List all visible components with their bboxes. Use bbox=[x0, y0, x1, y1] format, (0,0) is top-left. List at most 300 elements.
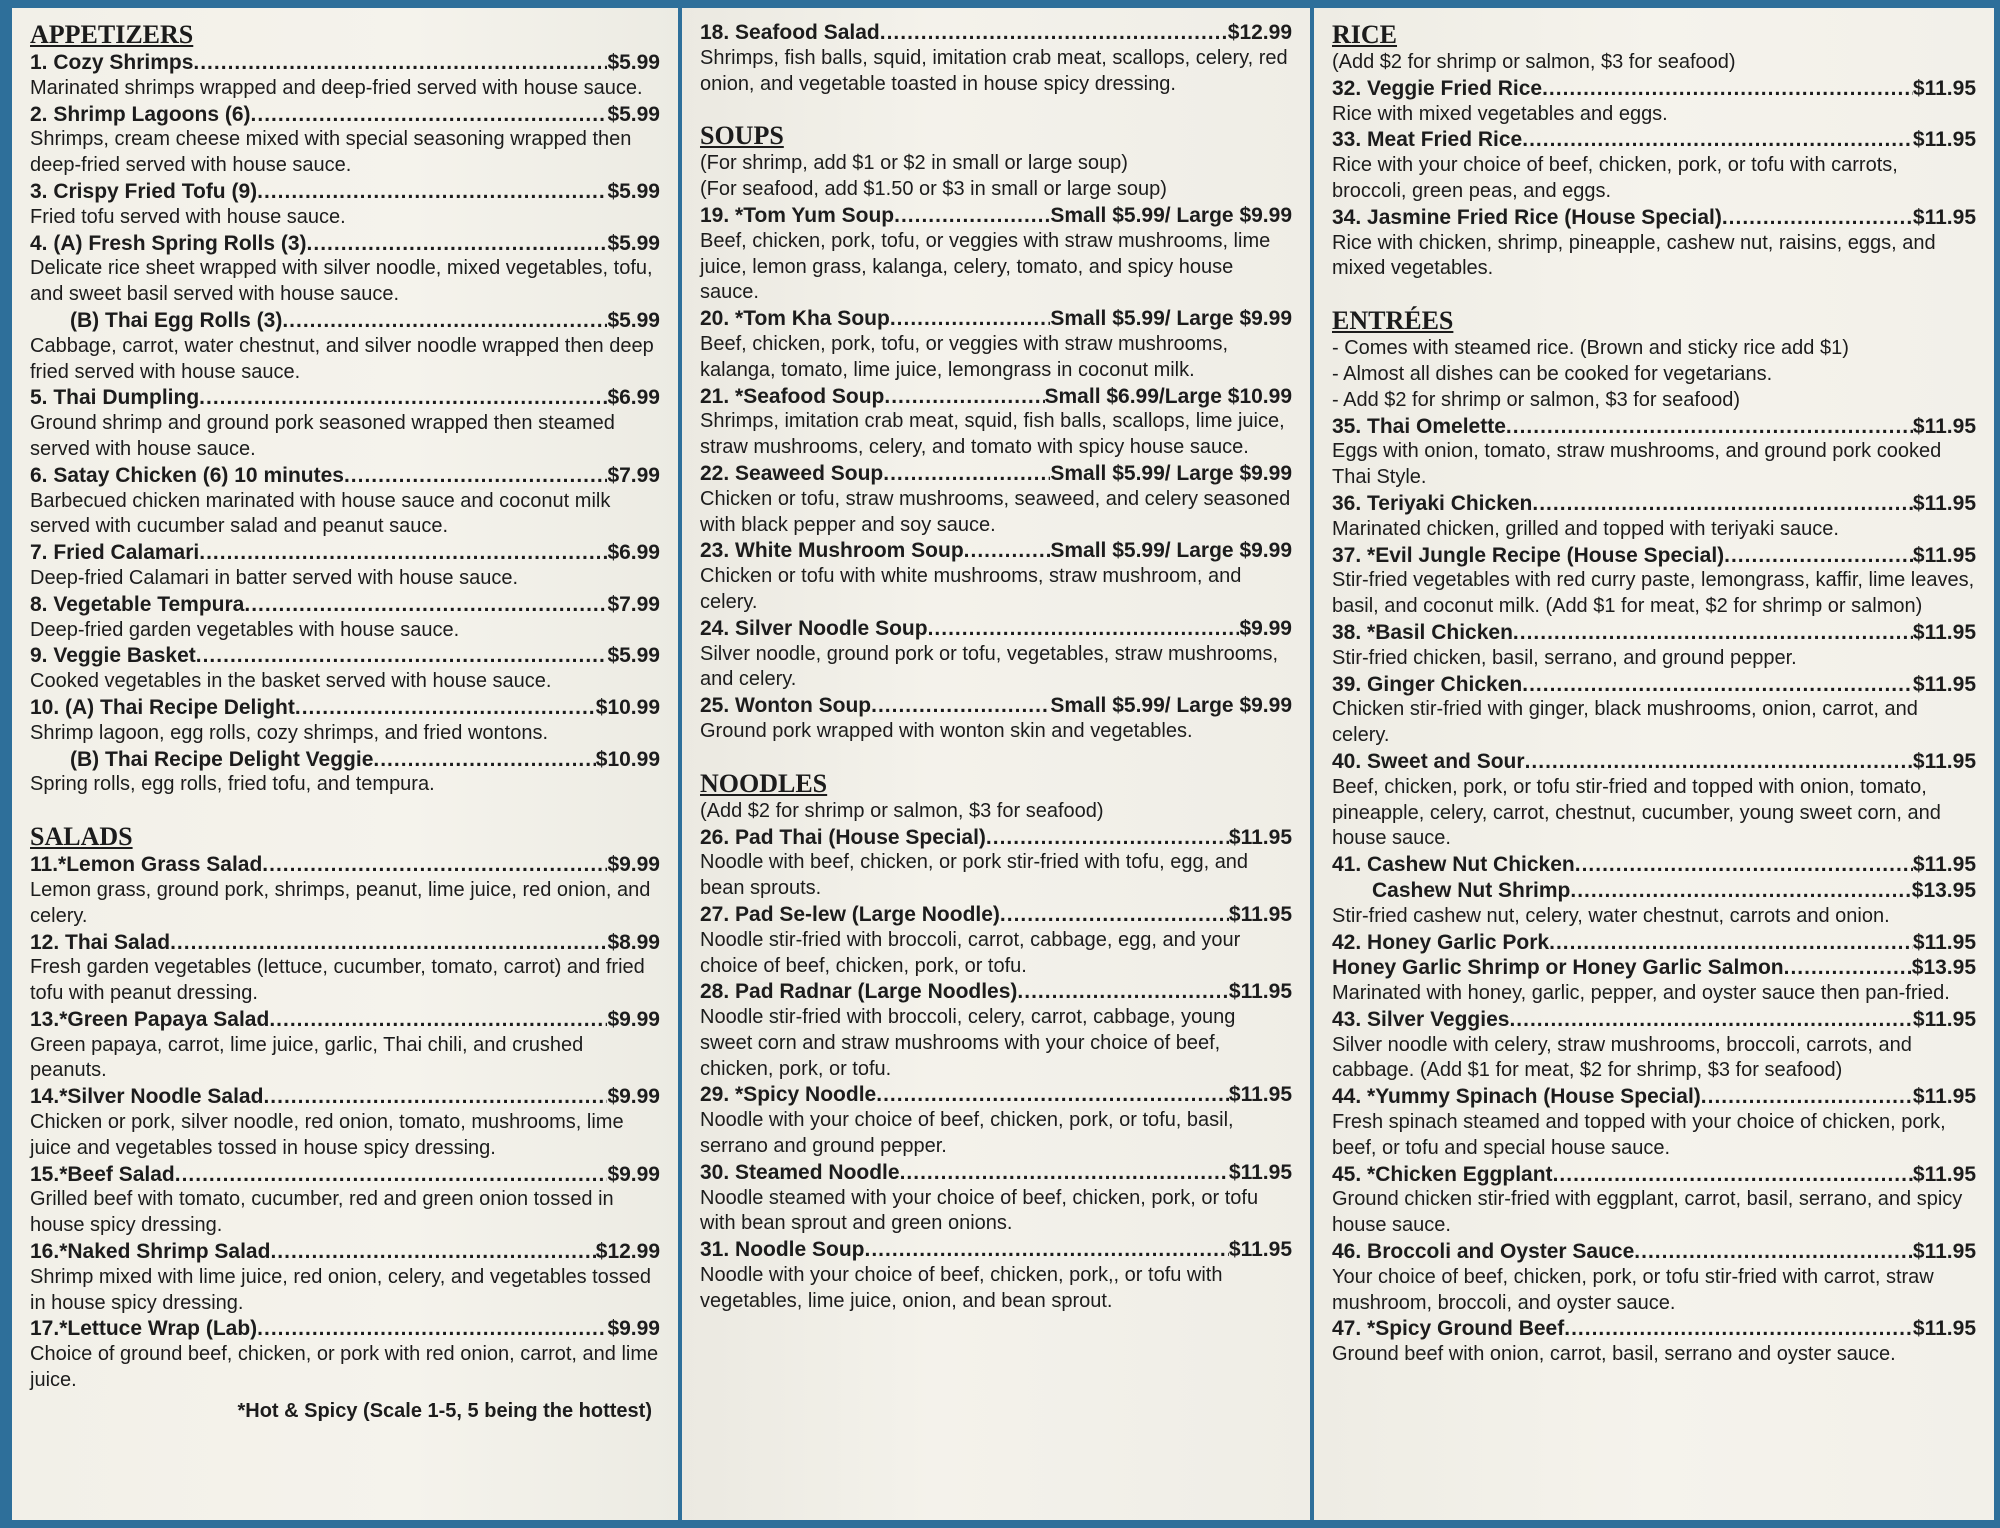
menu-item-price: $5.99 bbox=[607, 231, 660, 255]
menu-section-rice bbox=[1332, 20, 1976, 282]
menu-item-header bbox=[1332, 414, 1976, 440]
menu-item bbox=[700, 616, 1292, 693]
menu-item-description: Beef, chicken, pork, tofu, or veggies with straw mushrooms, kalanga, tomato, lime juice, lemongrass in coconut milk. bbox=[700, 332, 1228, 381]
menu-item-name: 16.*Naked Shrimp Salad bbox=[30, 1240, 271, 1264]
menu-item-header bbox=[1332, 1316, 1976, 1342]
menu-item-name: 29. *Spicy Noodle bbox=[700, 1083, 877, 1107]
menu-item bbox=[700, 693, 1292, 745]
menu-item-name: 40. Sweet and Sour bbox=[1332, 749, 1525, 773]
menu-item-name: 24. Silver Noodle Soup bbox=[700, 616, 928, 640]
menu-item bbox=[30, 179, 660, 231]
menu-item-description: Noodle stir-fried with broccoli, carrot, cabbage, egg, and your choice of beef, chicken, pork, or tofu. bbox=[700, 928, 1241, 977]
menu-item-price: $6.99 bbox=[607, 541, 660, 565]
menu-section-continued bbox=[700, 20, 1292, 97]
menu-item-description: Noodle with your choice of beef, chicken, pork,, or tofu with vegetables, lime juice, onion, and bean sprout. bbox=[700, 1264, 1223, 1312]
dot-leader bbox=[1506, 414, 1913, 440]
dot-leader bbox=[1784, 955, 1912, 981]
dot-leader bbox=[880, 20, 1228, 46]
menu-item-header bbox=[30, 308, 660, 334]
menu-item-description: Chicken or tofu with white mushrooms, straw mushroom, and celery. bbox=[700, 565, 1242, 613]
menu-item-description: Spring rolls, egg rolls, fried tofu, and tempura. bbox=[30, 773, 435, 796]
menu-item-name: 14.*Silver Noodle Salad bbox=[30, 1085, 264, 1109]
menu-item bbox=[30, 1316, 660, 1393]
menu-item-name: 34. Jasmine Fried Rice (House Special) bbox=[1332, 205, 1722, 229]
menu-item-name: 41. Cashew Nut Chicken bbox=[1332, 853, 1575, 877]
menu-item-header bbox=[700, 979, 1292, 1005]
menu-item-description: Stir-fried cashew nut, celery, water chestnut, carrots and onion. bbox=[1332, 904, 1890, 927]
menu-item-description: Ground beef with onion, carrot, basil, serrano and oyster sauce. bbox=[1332, 1343, 1896, 1366]
dot-leader bbox=[1724, 543, 1913, 569]
menu-item-description: Rice with chicken, shrimp, pineapple, cashew nut, raisins, eggs, and mixed vegetables. bbox=[1332, 231, 1936, 280]
menu-item-description: Stir-fried chicken, basil, serrano, and ground pepper. bbox=[1332, 646, 1797, 669]
menu-item-name: 27. Pad Se-lew (Large Noodle) bbox=[700, 902, 1000, 926]
menu-item-name: 5. Thai Dumpling bbox=[30, 386, 200, 410]
section-spacer bbox=[1332, 282, 1976, 306]
menu-item bbox=[30, 463, 660, 540]
dot-leader bbox=[269, 1007, 607, 1033]
menu-item-header bbox=[1332, 205, 1976, 231]
menu-item-price: $5.99 bbox=[607, 51, 660, 74]
menu-item bbox=[30, 592, 660, 644]
menu-item-name: 6. Satay Chicken (6) 10 minutes bbox=[30, 463, 344, 487]
section-title: NOODLES bbox=[700, 768, 828, 798]
menu-item bbox=[30, 643, 660, 695]
dot-leader bbox=[1509, 1007, 1912, 1033]
menu-item-description: Rice with mixed vegetables and eggs. bbox=[1332, 102, 1668, 125]
section-note: (Add $2 for shrimp or salmon, $3 for seafood) bbox=[1332, 51, 1736, 73]
menu-item-header bbox=[1332, 852, 1976, 878]
menu-item bbox=[700, 384, 1292, 461]
menu-item-price: $11.95 bbox=[1912, 853, 1976, 877]
section-title: SALADS bbox=[30, 822, 133, 852]
dot-leader bbox=[1532, 491, 1913, 517]
menu-item-description: Green papaya, carrot, lime juice, garlic, Thai chili, and crushed peanuts. bbox=[30, 1033, 584, 1082]
dot-leader bbox=[282, 308, 607, 334]
menu-item-name: 12. Thai Salad bbox=[30, 930, 171, 954]
menu-column-left bbox=[12, 8, 678, 1520]
menu-item-name: 42. Honey Garlic Pork bbox=[1332, 930, 1550, 954]
dot-leader bbox=[199, 540, 607, 566]
menu-item bbox=[1332, 76, 1976, 128]
menu-item-name: 31. Noodle Soup bbox=[700, 1238, 865, 1262]
dot-leader bbox=[890, 306, 1051, 332]
menu-item-header bbox=[700, 825, 1292, 851]
menu-item-price: $8.99 bbox=[607, 930, 660, 954]
menu-item bbox=[700, 1082, 1292, 1159]
menu-item-header bbox=[700, 902, 1292, 928]
menu-item-price: $11.95 bbox=[1912, 76, 1976, 100]
menu-item-description: Fresh garden vegetables (lettuce, cucumber, tomato, carrot) and fried tofu with peanut dressing. bbox=[30, 956, 645, 1005]
section-spacer bbox=[700, 97, 1292, 121]
menu-item-price: $9.99 bbox=[607, 1007, 660, 1031]
menu-item-header bbox=[30, 1162, 660, 1188]
dot-leader bbox=[964, 538, 1051, 564]
menu-item-price: $11.95 bbox=[1228, 1083, 1292, 1107]
menu-column-middle bbox=[682, 8, 1310, 1520]
menu-item-price: $11.95 bbox=[1228, 1160, 1292, 1184]
menu-item-name: 20. *Tom Kha Soup bbox=[700, 307, 890, 331]
dot-leader bbox=[1017, 979, 1229, 1005]
menu-item bbox=[700, 825, 1292, 902]
menu-item-name: 11.*Lemon Grass Salad bbox=[30, 853, 263, 877]
dot-leader bbox=[928, 616, 1240, 642]
menu-item-description: Shrimps, cream cheese mixed with special seasoning wrapped then deep-fried served with house sauce. bbox=[30, 128, 632, 177]
menu-item-description: Chicken or tofu, straw mushrooms, seaweed, and celery seasoned with black pepper and soy sauce. bbox=[700, 487, 1291, 536]
menu-item-price: $11.95 bbox=[1912, 491, 1976, 515]
menu-item-name: 21. *Seafood Soup bbox=[700, 384, 885, 408]
menu-item-header bbox=[30, 852, 660, 878]
menu-item bbox=[1332, 852, 1976, 878]
menu-item bbox=[30, 308, 660, 385]
section-note: (Add $2 for shrimp or salmon, $3 for seafood) bbox=[700, 799, 1104, 822]
menu-item-description: Noodle steamed with your choice of beef, chicken, pork, or tofu with bean sprout and green onions. bbox=[700, 1186, 1259, 1235]
dot-leader bbox=[865, 1237, 1229, 1263]
menu-item-header bbox=[700, 616, 1292, 642]
menu-item-header bbox=[700, 203, 1292, 229]
menu-item-header bbox=[1332, 1007, 1976, 1033]
menu-item-description: Beef, chicken, pork, or tofu stir-fried and topped with onion, tomato, pineapple, celery, carrot, chestnut, cucumber, young sweet corn, and house sauce. bbox=[1332, 775, 1941, 850]
menu-item-description: Ground chicken stir-fried with eggplant, carrot, basil, serrano, and spicy house sauce. bbox=[1332, 1188, 1963, 1237]
menu-item-name: 46. Broccoli and Oyster Sauce bbox=[1332, 1240, 1635, 1264]
menu-item bbox=[30, 540, 660, 592]
menu-item-price: $10.99 bbox=[595, 695, 660, 719]
section-note: - Add $2 for shrimp or salmon, $3 for seafood) bbox=[1332, 388, 1740, 411]
menu-item bbox=[1332, 127, 1976, 204]
menu-item-name: 7. Fried Calamari bbox=[30, 541, 200, 565]
menu-item-description: Chicken or pork, silver noodle, red onion, tomato, mushrooms, lime juice and vegetables tossed in house spicy dressing. bbox=[30, 1111, 624, 1159]
menu-item-price: $11.95 bbox=[1912, 930, 1976, 954]
menu-item-name: (B) Thai Egg Rolls (3) bbox=[70, 308, 283, 332]
dot-leader bbox=[1701, 1084, 1913, 1110]
dot-leader bbox=[1522, 127, 1913, 153]
menu-item-header bbox=[1332, 76, 1976, 102]
menu-item-name: Honey Garlic Shrimp or Honey Garlic Salmon bbox=[1332, 956, 1784, 980]
menu-item bbox=[30, 1162, 660, 1239]
menu-item-header bbox=[700, 20, 1292, 46]
menu-item-price: $11.95 bbox=[1912, 1317, 1976, 1341]
menu-item bbox=[700, 902, 1292, 979]
dot-leader bbox=[199, 385, 607, 411]
menu-item-price: $11.95 bbox=[1912, 1162, 1976, 1186]
menu-item-header bbox=[1332, 491, 1976, 517]
dot-leader bbox=[307, 231, 608, 257]
menu-item-header bbox=[30, 1239, 660, 1265]
dot-leader bbox=[175, 1162, 608, 1188]
menu-item bbox=[1332, 930, 1976, 956]
menu-item-description: Marinated shrimps wrapped and deep-fried served with house sauce. bbox=[30, 76, 643, 99]
section-title: APPETIZERS bbox=[30, 20, 194, 49]
menu-item-name: 9. Veggie Basket bbox=[30, 644, 196, 668]
menu-item-price: $5.99 bbox=[607, 644, 660, 668]
dot-leader bbox=[876, 1082, 1229, 1108]
section-title: ENTRÉES bbox=[1332, 306, 1454, 336]
menu-item-name: 38. *Basil Chicken bbox=[1332, 620, 1513, 644]
menu-item-header bbox=[1332, 749, 1976, 775]
menu-item-price: Small $5.99/ Large $9.99 bbox=[1050, 307, 1292, 331]
dot-leader bbox=[262, 852, 607, 878]
menu-item-price: $11.95 bbox=[1228, 980, 1292, 1004]
menu-item-name: 25. Wonton Soup bbox=[700, 694, 872, 718]
menu-item bbox=[1332, 1007, 1976, 1084]
menu-item-name: 18. Seafood Salad bbox=[700, 21, 880, 44]
menu-item-name: 44. *Yummy Spinach (House Special) bbox=[1332, 1085, 1701, 1109]
menu-item-price: $11.95 bbox=[1912, 1007, 1976, 1031]
menu-item-header bbox=[30, 643, 660, 669]
menu-item-header bbox=[700, 1160, 1292, 1186]
dot-leader bbox=[170, 930, 607, 956]
dot-leader bbox=[373, 747, 595, 773]
dot-leader bbox=[244, 592, 607, 618]
menu-item-description: Barbecued chicken marinated with house sauce and coconut milk served with cucumber salad and peanut sauce. bbox=[30, 489, 611, 538]
menu-item-header bbox=[700, 1237, 1292, 1263]
menu-item-price: $11.95 bbox=[1912, 1240, 1976, 1264]
menu-item bbox=[30, 385, 660, 462]
menu-item-header bbox=[700, 538, 1292, 564]
menu-item-price: $11.95 bbox=[1912, 672, 1976, 696]
menu-item bbox=[30, 1007, 660, 1084]
section-note: (For seafood, add $1.50 or $3 in small or large soup) bbox=[700, 178, 1167, 201]
dot-leader bbox=[193, 50, 607, 76]
menu-item-price: $6.99 bbox=[607, 386, 660, 410]
menu-item-price: $11.95 bbox=[1912, 620, 1976, 644]
menu-item-name: 3. Crispy Fried Tofu (9) bbox=[30, 179, 258, 203]
menu-item-name: 1. Cozy Shrimps bbox=[30, 51, 194, 74]
menu-item-name: Cashew Nut Shrimp bbox=[1372, 878, 1571, 902]
menu-item bbox=[30, 231, 660, 308]
menu-item-price: $5.99 bbox=[607, 308, 660, 332]
menu-item-header bbox=[30, 1084, 660, 1110]
menu-item-description: Your choice of beef, chicken, pork, or tofu stir-fried with carrot, straw mushroom, broccoli, and oyster sauce. bbox=[1332, 1265, 1934, 1314]
menu-item-header bbox=[700, 1082, 1292, 1108]
menu-item-description: Lemon grass, ground pork, shrimps, peanut, lime juice, red onion, and celery. bbox=[30, 878, 651, 927]
menu-item-name: 33. Meat Fried Rice bbox=[1332, 128, 1523, 152]
menu-item-description: Shrimps, fish balls, squid, imitation crab meat, scallops, celery, red onion, and vegetable toasted in house spicy dressing. bbox=[700, 46, 1288, 95]
menu-item-description: Marinated with honey, garlic, pepper, and oyster sauce then pan-fried. bbox=[1332, 982, 1950, 1005]
dot-leader bbox=[986, 825, 1229, 851]
menu-item bbox=[700, 538, 1292, 615]
dot-leader bbox=[257, 179, 607, 205]
menu-item-description: Silver noodle with celery, straw mushrooms, broccoli, carrots, and cabbage. (Add $1 for meat, $2 for shrimp, $3 for seafood) bbox=[1332, 1033, 1912, 1082]
menu-item-name: 47. *Spicy Ground Beef bbox=[1332, 1317, 1565, 1341]
section-note: - Comes with steamed rice. (Brown and sticky rice add $1) bbox=[1332, 337, 1849, 360]
dot-leader bbox=[1000, 902, 1229, 928]
menu-item-price: $5.99 bbox=[607, 179, 660, 203]
menu-item bbox=[1332, 491, 1976, 543]
menu-item-description: Beef, chicken, pork, tofu, or veggies with straw mushrooms, lime juice, lemon grass, kalanga, celery, tomato, and spicy house sauce. bbox=[700, 229, 1271, 304]
section-note: - Almost all dishes can be cooked for vegetarians. bbox=[1332, 362, 1773, 385]
menu-item-price: $11.95 bbox=[1912, 128, 1976, 152]
menu-item-header bbox=[1332, 1239, 1976, 1265]
menu-item-name: 32. Veggie Fried Rice bbox=[1332, 76, 1543, 100]
menu-item-description: Choice of ground beef, chicken, or pork with red onion, carrot, and lime juice. bbox=[30, 1343, 659, 1392]
menu-item-header bbox=[1332, 1084, 1976, 1110]
menu-item-header bbox=[30, 695, 660, 721]
menu-item-header bbox=[700, 384, 1292, 410]
menu-item-header bbox=[700, 693, 1292, 719]
menu-item-header bbox=[30, 463, 660, 489]
dot-leader bbox=[251, 102, 608, 128]
menu-item-name: 2. Shrimp Lagoons (6) bbox=[30, 102, 251, 126]
menu-item bbox=[700, 306, 1292, 383]
menu-item-price: $11.95 bbox=[1912, 205, 1976, 229]
menu-item-name: 17.*Lettuce Wrap (Lab) bbox=[30, 1317, 258, 1341]
menu-item bbox=[1332, 955, 1976, 1007]
menu-item-description: Silver noodle, ground pork or tofu, vegetables, straw mushrooms, and celery. bbox=[700, 642, 1279, 691]
menu-item bbox=[1332, 672, 1976, 749]
menu-item-description: Shrimp mixed with lime juice, red onion, celery, and vegetables tossed in house spicy dressing. bbox=[30, 1265, 652, 1314]
dot-leader bbox=[871, 693, 1050, 719]
menu-item-price: Small $6.99/Large $10.99 bbox=[1044, 384, 1292, 408]
menu-item-header bbox=[1332, 543, 1976, 569]
menu-item-header bbox=[700, 461, 1292, 487]
menu-item-name: 23. White Mushroom Soup bbox=[700, 539, 964, 563]
menu-item-description: Deep-fried Calamari in batter served with house sauce. bbox=[30, 566, 519, 589]
menu-item-header bbox=[1332, 620, 1976, 646]
menu-item-price: $11.95 bbox=[1912, 1085, 1976, 1109]
menu-item bbox=[30, 50, 660, 102]
menu-item-name: 37. *Evil Jungle Recipe (House Special) bbox=[1332, 543, 1725, 567]
dot-leader bbox=[1549, 930, 1913, 956]
menu-item-header bbox=[30, 385, 660, 411]
menu-item-header bbox=[700, 306, 1292, 332]
menu-item-description: Delicate rice sheet wrapped with silver noodle, mixed vegetables, tofu, and sweet basil served with house sauce. bbox=[30, 257, 653, 306]
menu-item bbox=[1332, 1084, 1976, 1161]
menu-item-name: 8. Vegetable Tempura bbox=[30, 592, 245, 616]
menu-item bbox=[30, 747, 660, 799]
menu-item-description: Rice with your choice of beef, chicken, pork, or tofu with carrots, broccoli, green peas, and eggs. bbox=[1332, 154, 1898, 202]
menu-item-price: $9.99 bbox=[1239, 616, 1292, 640]
menu-item-description: Grilled beef with tomato, cucumber, red and green onion tossed in house spicy dressing. bbox=[30, 1188, 614, 1237]
menu-item bbox=[1332, 1239, 1976, 1316]
section-spacer bbox=[700, 745, 1292, 769]
menu-item-description: Noodle with beef, chicken, or pork stir-fried with tofu, egg, and bean sprouts. bbox=[700, 851, 1249, 900]
menu-item-description: Marinated chicken, grilled and topped with teriyaki sauce. bbox=[1332, 517, 1839, 540]
dot-leader bbox=[1513, 620, 1913, 646]
menu-item-header bbox=[1332, 672, 1976, 698]
menu-item bbox=[700, 20, 1292, 97]
menu-item-price: $12.99 bbox=[595, 1240, 660, 1264]
menu-item-description: Ground shrimp and ground pork seasoned wrapped then steamed served with house sauce. bbox=[30, 412, 615, 460]
menu-item-description: Shrimp lagoon, egg rolls, cozy shrimps, and fried wontons. bbox=[30, 721, 549, 744]
menu-item-header bbox=[30, 179, 660, 205]
menu-item-description: Ground pork wrapped with wonton skin and vegetables. bbox=[700, 719, 1193, 742]
menu-item bbox=[1332, 543, 1976, 620]
menu-item-name: (B) Thai Recipe Delight Veggie bbox=[70, 747, 374, 771]
dot-leader bbox=[1542, 76, 1913, 102]
dot-leader bbox=[894, 203, 1050, 229]
menu-item-price: $9.99 bbox=[607, 1085, 660, 1109]
menu-item-name: 28. Pad Radnar (Large Noodles) bbox=[700, 980, 1018, 1004]
menu-section-salads bbox=[30, 798, 660, 1394]
dot-leader bbox=[1575, 852, 1913, 878]
menu-item bbox=[30, 102, 660, 179]
menu-item-price: Small $5.99/ Large $9.99 bbox=[1050, 461, 1292, 485]
menu-item bbox=[700, 1160, 1292, 1237]
menu-item-name: 36. Teriyaki Chicken bbox=[1332, 491, 1533, 515]
menu-item-price: $13.95 bbox=[1911, 878, 1976, 902]
menu-item bbox=[30, 930, 660, 1007]
menu-item-header bbox=[30, 1316, 660, 1342]
dot-leader bbox=[1570, 878, 1911, 904]
menu-item-price: $11.95 bbox=[1912, 749, 1976, 773]
menu-item-price: $9.99 bbox=[607, 853, 660, 877]
dot-leader bbox=[900, 1160, 1229, 1186]
menu-item-name: 19. *Tom Yum Soup bbox=[700, 203, 895, 227]
menu-item-price: $11.95 bbox=[1228, 1238, 1292, 1262]
menu-item-price: $11.95 bbox=[1912, 543, 1976, 567]
menu-item-price: Small $5.99/ Large $9.99 bbox=[1050, 694, 1292, 718]
dot-leader bbox=[1722, 205, 1913, 231]
menu-item-description: Noodle stir-fried with broccoli, celery, carrot, cabbage, young sweet corn and straw mushrooms with your choice of beef, chicken, pork, or tofu. bbox=[700, 1006, 1236, 1080]
menu-item-price: $11.95 bbox=[1912, 414, 1976, 438]
menu-item-price: Small $5.99/ Large $9.99 bbox=[1050, 539, 1292, 563]
menu-item bbox=[1332, 878, 1976, 930]
menu-item bbox=[30, 852, 660, 929]
menu-item-price: $9.99 bbox=[607, 1317, 660, 1341]
dot-leader bbox=[1634, 1239, 1913, 1265]
menu-item-name: 4. (A) Fresh Spring Rolls (3) bbox=[30, 231, 307, 255]
section-note: (For shrimp, add $1 or $2 in small or large soup) bbox=[700, 152, 1128, 175]
menu-item-price: $11.95 bbox=[1228, 825, 1292, 849]
menu-section-soups bbox=[700, 97, 1292, 744]
menu-item-price: $7.99 bbox=[607, 463, 660, 487]
menu-section-appetizers bbox=[30, 20, 660, 798]
menu-item-header bbox=[30, 50, 660, 76]
menu-item-name: 26. Pad Thai (House Special) bbox=[700, 825, 986, 849]
menu-item bbox=[30, 1084, 660, 1161]
menu-item-description: Noodle with your choice of beef, chicken, pork, or tofu, basil, serrano and ground pepper. bbox=[700, 1109, 1234, 1158]
section-title: RICE bbox=[1332, 20, 1398, 49]
menu-item-header bbox=[30, 231, 660, 257]
menu-item bbox=[30, 1239, 660, 1316]
menu-item-header bbox=[30, 747, 660, 773]
menu-item-description: Cooked vegetables in the basket served with house sauce. bbox=[30, 670, 552, 693]
menu-item-name: 15.*Beef Salad bbox=[30, 1162, 175, 1186]
menu-section-entr-es bbox=[1332, 282, 1976, 1368]
menu-item-name: 39. Ginger Chicken bbox=[1332, 672, 1523, 696]
dot-leader bbox=[344, 463, 607, 489]
menu-item-price: $5.99 bbox=[607, 102, 660, 126]
dot-leader bbox=[270, 1239, 595, 1265]
dot-leader bbox=[295, 695, 596, 721]
menu-item-header bbox=[1332, 930, 1976, 956]
menu-item-name: 22. Seaweed Soup bbox=[700, 461, 884, 485]
menu-item-name: 35. Thai Omelette bbox=[1332, 414, 1506, 438]
menu-item-header bbox=[1332, 127, 1976, 153]
dot-leader bbox=[883, 461, 1050, 487]
menu-item-name: 43. Silver Veggies bbox=[1332, 1007, 1510, 1031]
menu-item-header bbox=[30, 102, 660, 128]
menu-item-description: Chicken stir-fried with ginger, black mushrooms, onion, carrot, and celery. bbox=[1332, 698, 1918, 747]
menu-item-name: 10. (A) Thai Recipe Delight bbox=[30, 695, 295, 719]
menu-item-header bbox=[1332, 955, 1976, 981]
section-spacer bbox=[30, 798, 660, 822]
menu-item bbox=[700, 203, 1292, 306]
menu-item bbox=[30, 695, 660, 747]
dot-leader bbox=[1553, 1162, 1913, 1188]
menu-item bbox=[1332, 1162, 1976, 1239]
menu-column-right bbox=[1314, 8, 1994, 1520]
menu-section-noodles bbox=[700, 745, 1292, 1315]
menu-item bbox=[1332, 414, 1976, 491]
menu-item-price: $9.99 bbox=[607, 1162, 660, 1186]
menu-item-header bbox=[30, 592, 660, 618]
menu-item bbox=[700, 979, 1292, 1082]
menu-item-description: Stir-fried vegetables with red curry paste, lemongrass, kaffir, lime leaves, basil, and coconut milk. (Add $1 for meat, $2 for shrimp or salmon) bbox=[1332, 569, 1975, 618]
dot-leader bbox=[1564, 1316, 1913, 1342]
dot-leader bbox=[263, 1084, 607, 1110]
dot-leader bbox=[257, 1316, 607, 1342]
